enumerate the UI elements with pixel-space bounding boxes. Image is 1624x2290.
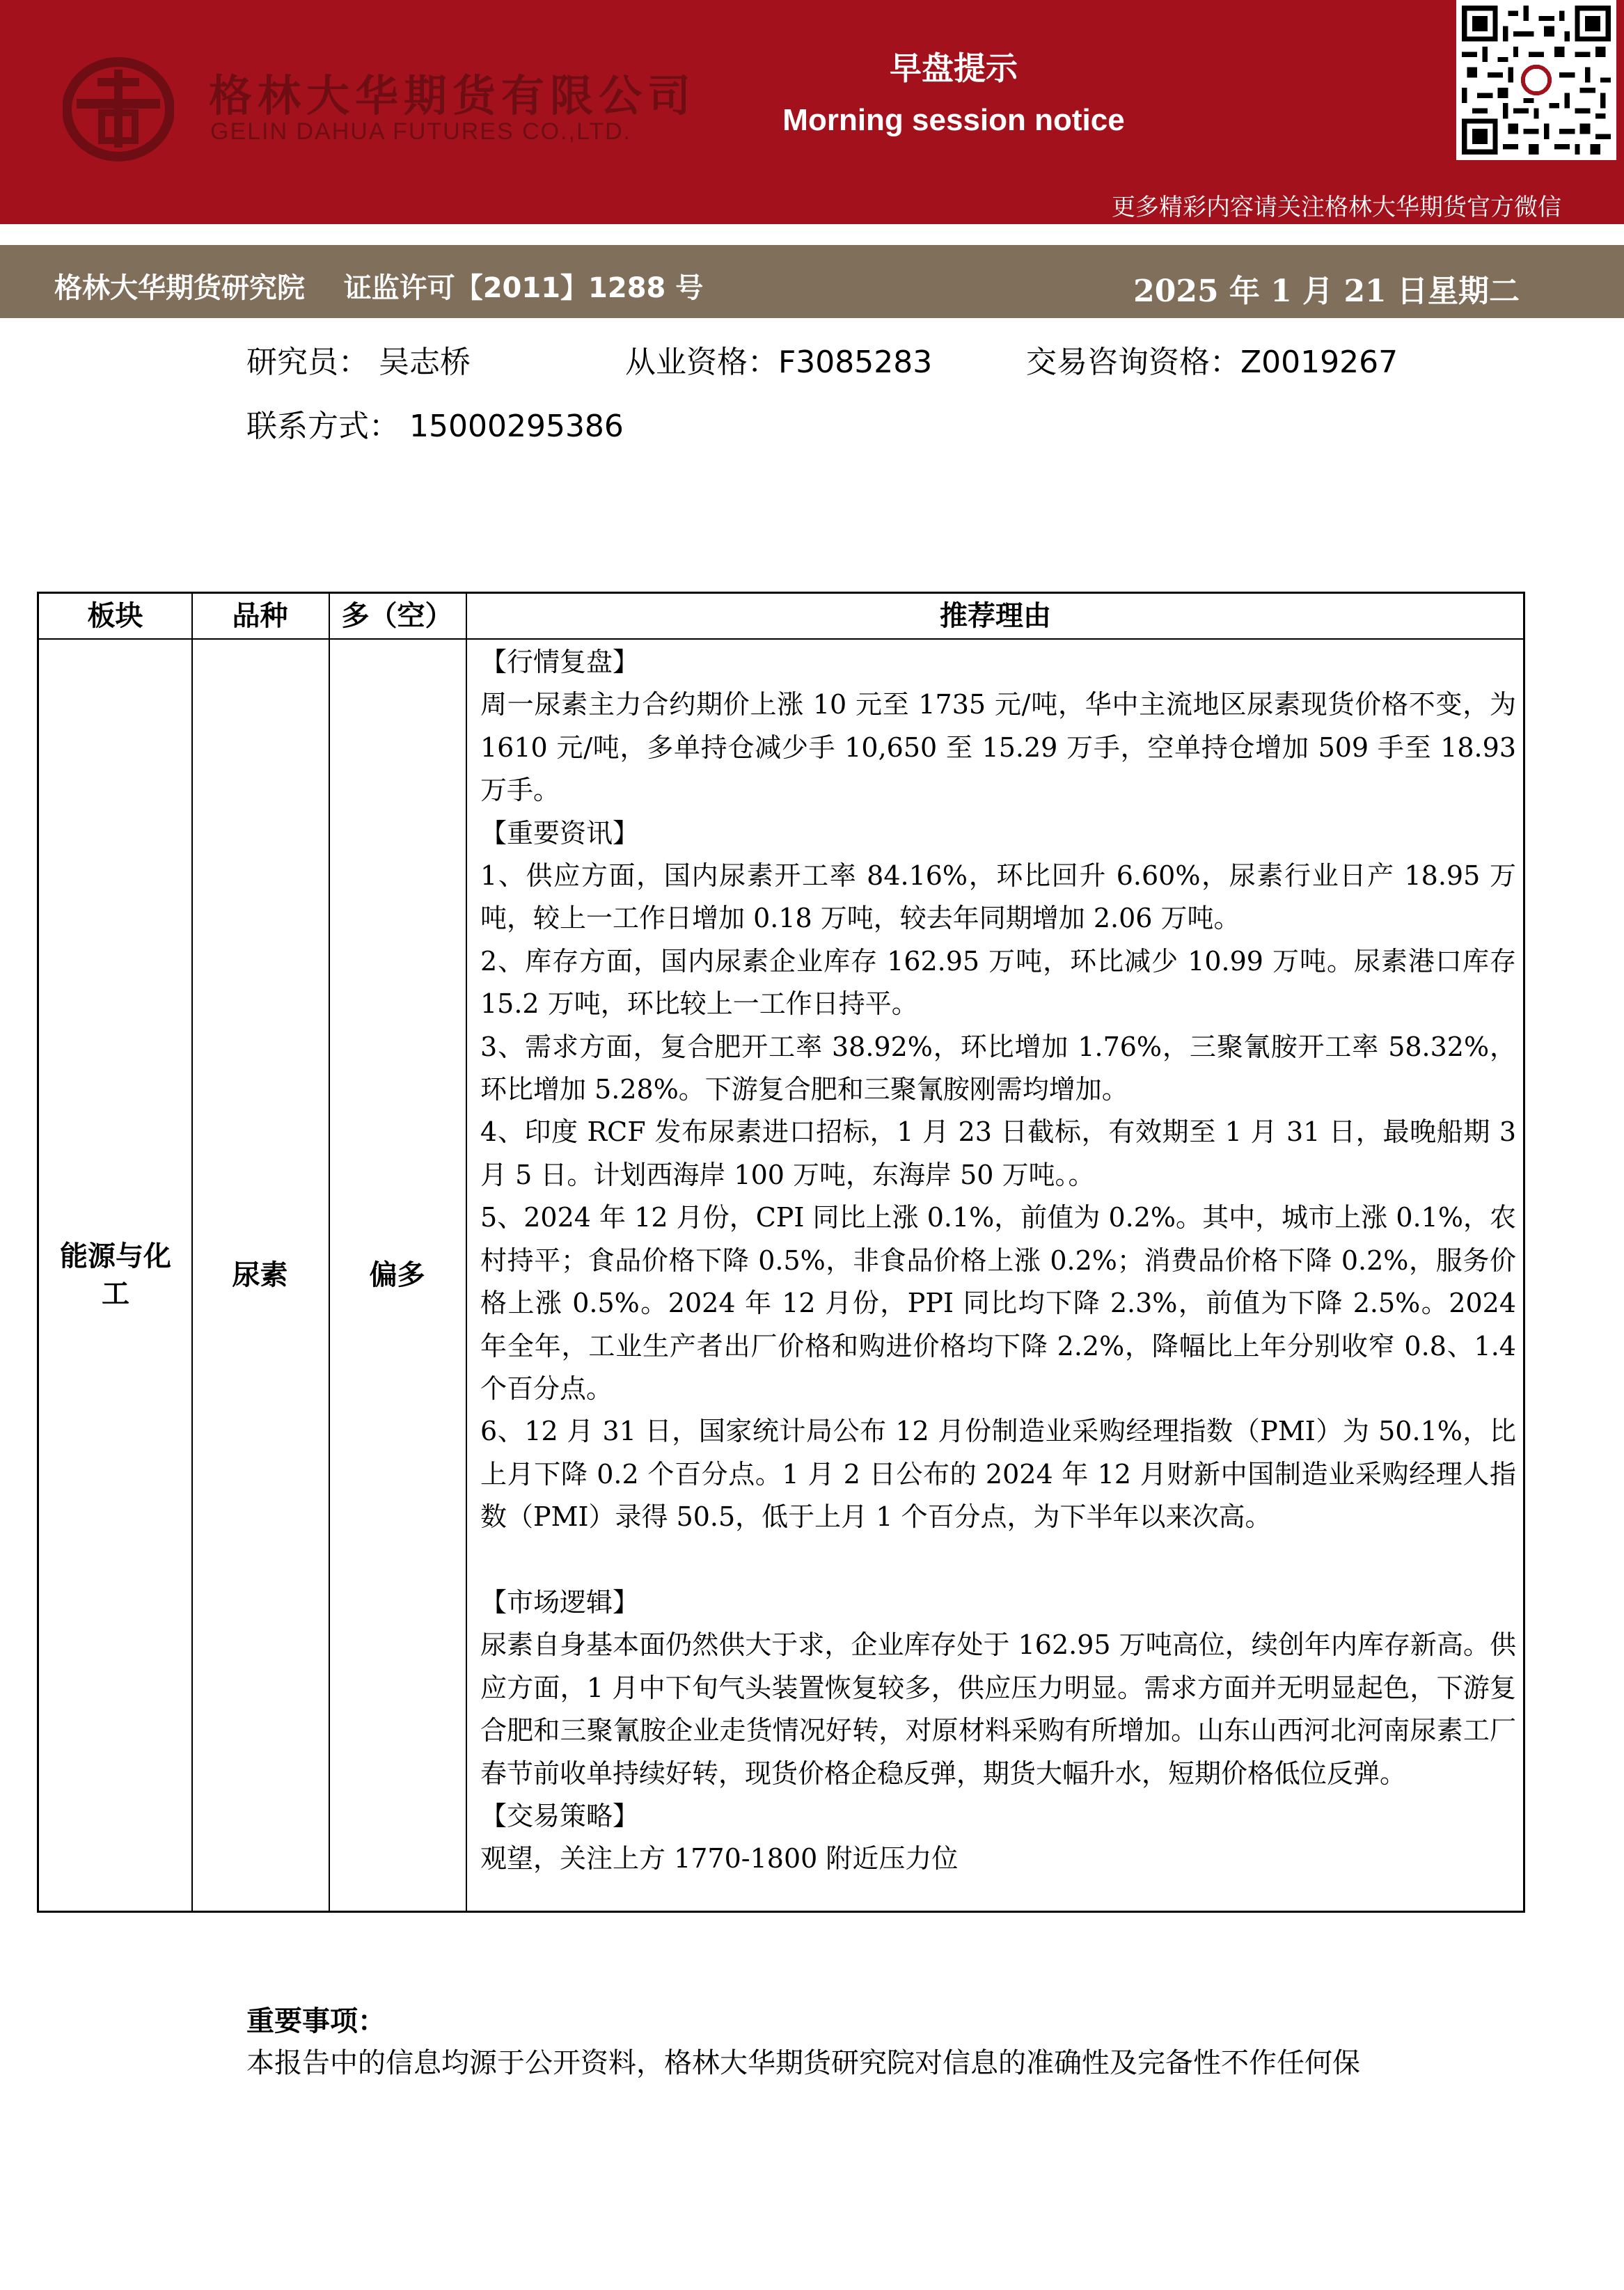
follow-wechat-text: 更多精彩内容请关注格林大华期货官方微信: [1112, 194, 1561, 221]
company-name-cn: 格林大华期货有限公司: [209, 70, 697, 121]
section-heading: 【重要资讯】: [480, 817, 640, 848]
researcher-trading-qualification: 交易咨询资格：Z0019267: [1026, 345, 1398, 380]
reason-paragraph: 3、需求方面，复合肥开工率 38.92%，环比增加 1.76%，三聚氰胺开工率 58.32%，环比增加 5.28%。下游复合肥和三聚氰胺刚需均增加。: [480, 1031, 1516, 1105]
table-header-reason: 推荐理由: [940, 600, 1051, 632]
table-divider: [466, 594, 467, 1911]
institute-license: 格林大华期货研究院 证监许可【2011】1288 号: [54, 272, 704, 304]
company-logo-icon: [63, 57, 174, 161]
notice-title-en: Morning session notice: [782, 103, 1125, 137]
qr-code-icon: [1456, 0, 1616, 160]
blank-line: [480, 1539, 1516, 1581]
institute-band: [0, 245, 1624, 318]
sector-text: 能源与化工: [60, 1240, 171, 1310]
table-cell-reason: [480, 641, 1516, 1881]
variety-text: 尿素: [232, 1259, 288, 1291]
reason-paragraph: 观望，关注上方 1770-1800 附近压力位: [480, 1843, 959, 1874]
table-cell-direction: [329, 640, 466, 1911]
reason-paragraph: 4、印度 RCF 发布尿素进口招标，1 月 23 日截标，有效期至 1 月 31 日，最晚船期 3 月 5 日。计划西海岸 100 万吨，东海岸 50 万吨。。: [480, 1116, 1516, 1190]
table-header-direction: 多（空）: [341, 600, 453, 632]
direction-text: 偏多: [369, 1259, 425, 1291]
notes-text: 本报告中的信息均源于公开资料，格林大华期货研究院对信息的准确性及完备性不作任何保: [246, 2047, 1360, 2079]
reason-paragraph: 5、2024 年 12 月份，CPI 同比上涨 0.1%，前值为 0.2%。其中，城市上涨 0.1%，农村持平；食品价格下降 0.5%，非食品价格上涨 0.2%；消费品价格下降 0.2%，服务价格上涨 0.5%。2024 年 12 月份，PPI 同比均下降 2.3%，前值为下降 2.5%。2024 年全年，工业生产者出厂价格和购进价格均下降 2.2%，降幅比上年分别收窄 0.8、1.4 个百分点。: [480, 1202, 1516, 1404]
reason-paragraph: 周一尿素主力合约期价上涨 10 元至 1735 元/吨，华中主流地区尿素现货价格不变，为 1610 元/吨，多单持仓减少手 10,650 至 15.29 万手，空单持仓增加 509 手至 18.93 万手。: [480, 689, 1516, 806]
recommendation-table: [37, 592, 1525, 1913]
company-name-en: GELIN DAHUA FUTURES CO.,LTD.: [210, 118, 632, 145]
report-date: 2025 年 1 月 21 日星期二: [1133, 274, 1520, 309]
section-heading: 【交易策略】: [480, 1800, 640, 1831]
reason-paragraph: 尿素自身基本面仍然供大于求，企业库存处于 162.95 万吨高位，续创年内库存新高。供应方面，1 月中下旬气头装置恢复较多，供应压力明显。需求方面并无明显起色，下游复合肥和三聚氰胺企业走货情况好转，对原材料采购有所增加。山东山西河北河南尿素工厂春节前收单持续好转，现货价格企稳反弹，期货大幅升水，短期价格低位反弹。: [480, 1629, 1516, 1789]
table-cell-sector: [49, 640, 182, 1911]
reason-paragraph: 2、库存方面，国内尿素企业库存 162.95 万吨，环比减少 10.99 万吨。尿素港口库存 15.2 万吨，环比较上一工作日持平。: [480, 945, 1516, 1020]
section-heading: 【行情复盘】: [480, 647, 640, 677]
researcher-name: 研究员： 吴志桥: [246, 345, 471, 380]
table-header-sector: 板块: [87, 600, 143, 632]
header-banner: [0, 0, 1624, 224]
researcher-contact: 联系方式： 15000295386: [246, 409, 624, 444]
section-heading: 【市场逻辑】: [480, 1586, 640, 1618]
reason-paragraph: 1、供应方面，国内尿素开工率 84.16%，环比回升 6.60%，尿素行业日产 18.95 万吨，较上一工作日增加 0.18 万吨，较去年同期增加 2.06 万吨。: [480, 860, 1516, 934]
table-header-variety: 品种: [232, 600, 288, 632]
notes-title: 重要事项：: [246, 2005, 386, 2037]
reason-paragraph: 6、12 月 31 日，国家统计局公布 12 月份制造业采购经理指数（PMI）为 50.1%，比上月下降 0.2 个百分点。1 月 2 日公布的 2024 年 12 月财新中国制造业采购经理人指数（PMI）录得 50.5，低于上月 1 个百分点，为下半年以来次高。: [480, 1416, 1516, 1533]
researcher-qualification: 从业资格：F3085283: [625, 345, 933, 380]
table-cell-variety: [191, 640, 329, 1911]
notice-title-cn: 早盘提示: [890, 49, 1018, 87]
